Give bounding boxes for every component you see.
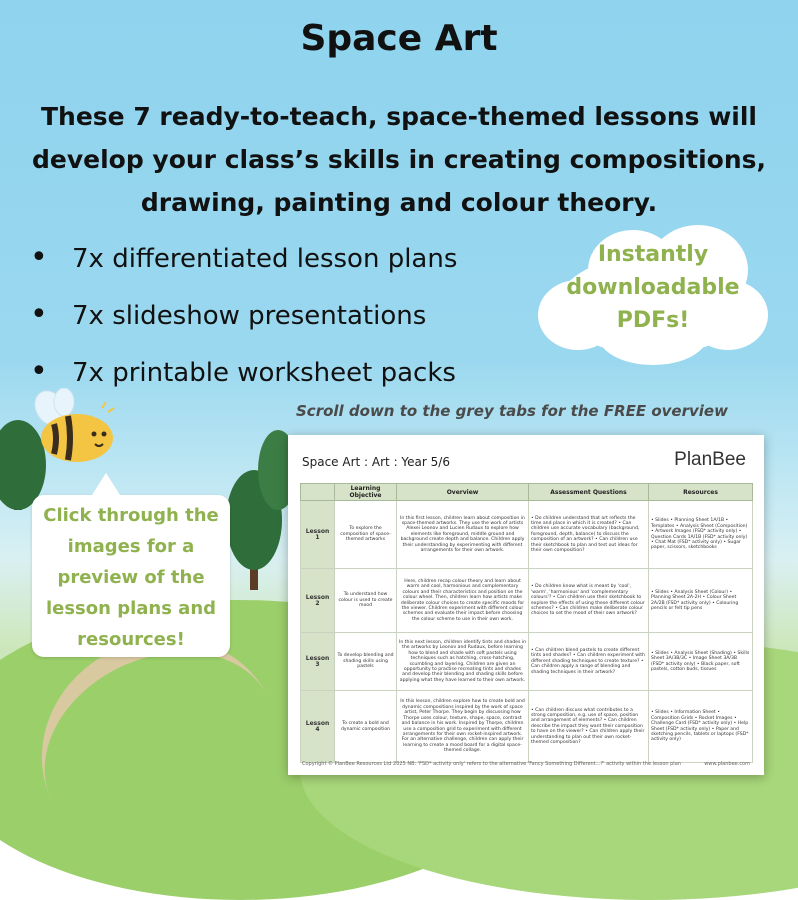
header-cell: Resources xyxy=(649,484,753,501)
questions-cell: • Can children discuss what contributes to a strong composition, e.g. use of space, position and arrangement of elements? • Can children describe the impact they want their composition to have on the viewer? • Can children apply their understanding to plan out their own rocket-themed composition? xyxy=(529,691,649,763)
overview-cell: In this next lesson, children identify tints and shades in the artworks by Leonov and Rudaux, before learning how to blend and shade with soft pastels using techniques such as hatching, cross-hatching, scumbling and layering. Children are given an opportunity to practise recreating tints and shades and develop their blending and shading skills before applying what they have learned to their own artwork. xyxy=(397,633,529,691)
table-row xyxy=(301,501,753,569)
objective-cell: To create a bold and dynamic composition xyxy=(335,691,397,763)
header-cell: Learning Objective xyxy=(335,484,397,501)
table-row xyxy=(301,569,753,633)
table-row xyxy=(301,633,753,691)
resources-cell: • Slides • Planning Sheet 1A/1B • Templates • Analysis Sheet (Composition) • Artwork Images (FSD* activity only) • Question Cards 1A/1B (FSD* activity only) • Chat Mat (FSD* activity only) • Sugar paper, scissors, sketchbooks xyxy=(649,501,753,569)
table-row xyxy=(301,691,753,763)
objective-cell: To understand how colour is used to create mood xyxy=(335,569,397,633)
resources-cell: • Slides • Analysis Sheet (Shading) • Skills Sheet 3A/3B/3C • Image Sheet 3A/3B (FSD* activity only) • Black paper, soft pastels, cotton buds, tissues xyxy=(649,633,753,691)
bee-mascot-icon xyxy=(32,388,122,468)
lesson-plan-preview[interactable] xyxy=(288,435,764,775)
overview-cell: Here, children recap colour theory and learn about warm and cool, harmonious and complementary colours and their characteristics and position on the colour wheel. Then, children learn how artists make deliberate colour choices to create specific moods for the viewer. Children experiment with different colour schemes and evaluate their impact before choosing the colour scheme to use in their own work. xyxy=(397,569,529,633)
lesson-label: Lesson 2 xyxy=(301,569,335,633)
planbee-logo: PlanBee xyxy=(674,449,746,470)
lesson-label: Lesson 3 xyxy=(301,633,335,691)
page-title: Space Art xyxy=(300,18,498,59)
speech-bubble-text: Click through the images for a preview of the lesson plans and resources! xyxy=(43,505,219,650)
questions-cell: • Can children blend pastels to create different tints and shades? • Can children experiment with different shading techniques to create texture? • Can children apply a range of blending and shading techniques in their artwork? xyxy=(529,633,649,691)
cloud-badge-text: Instantly downloadable PDFs! xyxy=(566,242,740,333)
header-cell xyxy=(301,484,335,501)
preview-footer xyxy=(302,761,750,767)
objective-cell: To develop blending and shading skills using pastels xyxy=(335,633,397,691)
lesson-overview-table xyxy=(300,483,753,763)
resources-cell: • Slides • Information Sheet • Composition Grids • Rocket Images • Challenge Card (FSD* activity only) • Help Sheet (FSD* activity only) • Paper and sketching pencils, tablets or laptops (FSD* activity only) xyxy=(649,691,753,763)
copyright-text: Copyright © PlanBee Resources Ltd 2025 NB: 'FSD* activity only' refers to the alternative 'Fancy Something Different...?' activity within the lesson plan xyxy=(302,761,681,767)
questions-cell: • Do children know what is meant by 'cool', 'warm', 'harmonious' and 'complementary colours'? • Can children use their sketchbook to explore the effects of using these different colour schemes? • Can children make deliberate colour choices to set the mood of their own artwork? xyxy=(529,569,649,633)
resources-cell: • Slides • Analysis Sheet (Colour) • Planning Sheet 2A-2H • Colour Sheet 2A/2B (FSD* activity only) • Colouring pencils or felt tip pens xyxy=(649,569,753,633)
overview-cell: In this lesson, children explore how to create bold and dynamic compositions inspired by the work of space artist, Peter Thorpe. They begin by discussing how Thorpe uses colour, texture, shape, space, contrast and balance in his work. Inspired by Thorpe, children use a composition grid to experiment with different arrangements for their own rocket-inspired artwork. For an alternative challenge, children can apply their learning to create a mood board for a digital space-themed collage. xyxy=(397,691,529,763)
list-item: • 7x differentiated lesson plans xyxy=(30,230,457,287)
list-item: • 7x printable worksheet packs xyxy=(30,344,457,401)
scroll-note: Scroll down to the grey tabs for the FREE overview xyxy=(296,402,728,420)
lesson-label: Lesson 4 xyxy=(301,691,335,763)
header-cell: Assessment Questions xyxy=(529,484,649,501)
feature-list xyxy=(30,230,457,401)
overview-cell: In this first lesson, children learn about composition in space-themed artworks. They use the work of artists Alexei Leonov and Lucien Rudaux to explore how elements like foreground, middle ground and background create depth and balance. Children apply their understanding by experimenting with different arrangements for their own artwork. xyxy=(397,501,529,569)
subtitle: These 7 ready-to-teach, space-themed lessons will develop your class’s skills in creating compositions, drawing, painting and colour theory. xyxy=(31,102,767,217)
table-header-row xyxy=(301,484,753,501)
preview-title: Space Art : Art : Year 5/6 xyxy=(302,455,450,469)
list-item: • 7x slideshow presentations xyxy=(30,287,457,344)
lesson-label: Lesson 1 xyxy=(301,501,335,569)
objective-cell: To explore the composition of space-themed artworks xyxy=(335,501,397,569)
website-link[interactable]: www.planbee.com xyxy=(704,761,750,767)
header-cell: Overview xyxy=(397,484,529,501)
questions-cell: • Do children understand that art reflects the time and place in which it is created? • Can children use accurate vocabulary (background, foreground, depth, balance) to discuss the composition of an artwork? • Can children use their sketchbook to plan and test out ideas for their own composition? xyxy=(529,501,649,569)
